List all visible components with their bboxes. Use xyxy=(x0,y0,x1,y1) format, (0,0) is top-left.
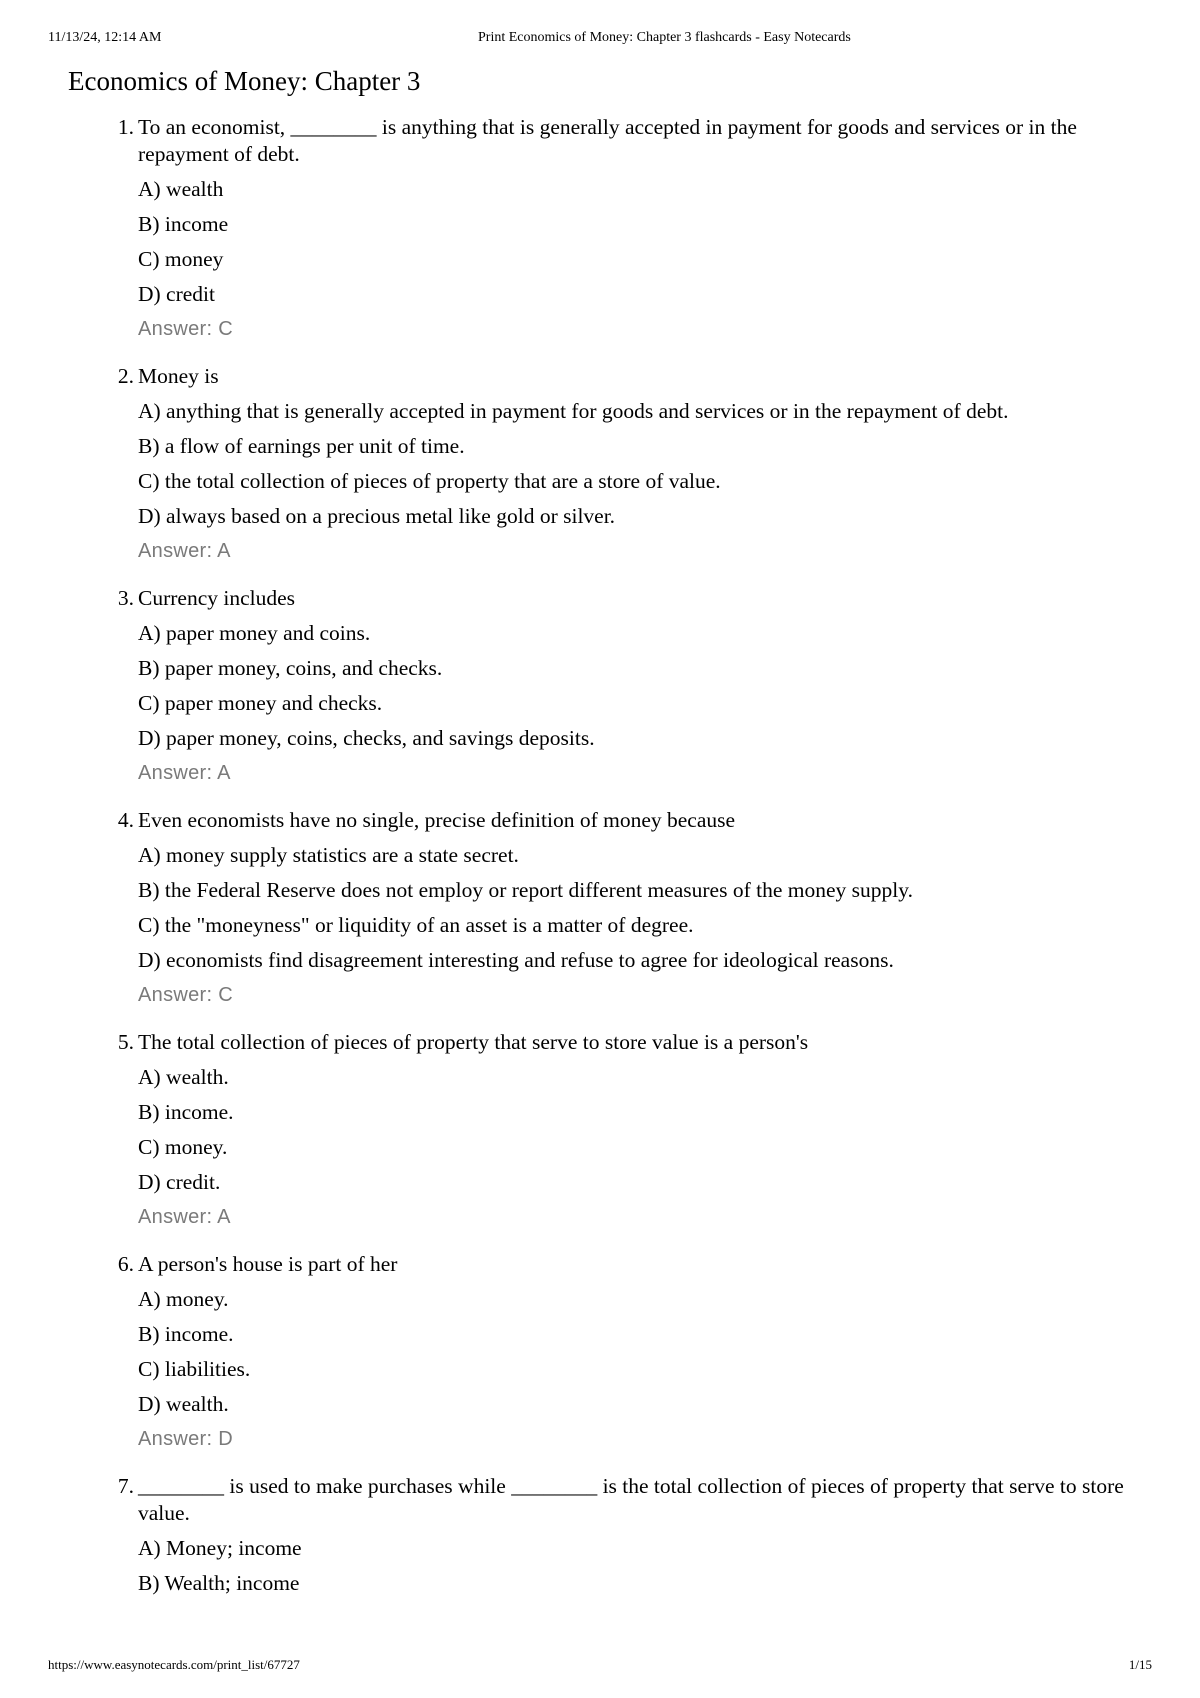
question-text: Money is xyxy=(138,364,219,388)
question-number: 5. xyxy=(117,1030,134,1054)
answer-option: B) the Federal Reserve does not employ or report different measures of the money supply. xyxy=(138,878,913,902)
answer-option: D) paper money, coins, checks, and savings deposits. xyxy=(138,726,595,750)
question-text: ________ is used to make purchases while ________ is the total collection of pieces of property that serve to store value. xyxy=(138,1474,1124,1525)
question-item xyxy=(68,114,1128,343)
correct-answer: Answer: C xyxy=(138,318,233,340)
question-number: 4. xyxy=(117,808,134,832)
correct-answer: Answer: A xyxy=(138,762,231,784)
answer-option: D) economists find disagreement interesting and refuse to agree for ideological reasons. xyxy=(138,948,894,972)
question-item xyxy=(68,1251,1128,1453)
answer-option: B) a flow of earnings per unit of time. xyxy=(138,434,465,458)
answer-option: D) credit xyxy=(138,282,216,306)
answer-option: B) paper money, coins, and checks. xyxy=(138,656,443,680)
answer-option: C) liabilities. xyxy=(138,1357,251,1381)
page-number: 1/15 xyxy=(1128,1657,1152,1672)
print-header xyxy=(48,30,1152,50)
correct-answer: Answer: A xyxy=(138,540,231,562)
answer-option: A) anything that is generally accepted in payment for goods and services or in the repayment of debt. xyxy=(138,399,1009,423)
print-footer xyxy=(48,1657,1152,1675)
answer-option: B) income. xyxy=(138,1322,234,1346)
correct-answer: Answer: A xyxy=(138,1206,231,1228)
question-text: Currency includes xyxy=(138,586,296,610)
question-text: A person's house is part of her xyxy=(138,1252,398,1276)
answer-option: C) money. xyxy=(138,1135,228,1159)
question-item xyxy=(68,585,1128,787)
correct-answer: Answer: C xyxy=(138,984,233,1006)
answer-option: A) money supply statistics are a state secret. xyxy=(138,843,519,867)
answer-option: A) wealth xyxy=(138,177,224,201)
question-text: The total collection of pieces of property that serve to store value is a person's xyxy=(138,1030,809,1054)
answer-option: B) Wealth; income xyxy=(138,1571,300,1595)
question-text: To an economist, ________ is anything that is generally accepted in payment for goods and services or in the repayment of debt. xyxy=(138,115,1077,166)
answer-option: B) income xyxy=(138,212,229,236)
question-text: Even economists have no single, precise definition of money because xyxy=(138,808,736,832)
answer-option: C) paper money and checks. xyxy=(138,691,383,715)
answer-option: A) Money; income xyxy=(138,1536,302,1560)
question-item xyxy=(68,1029,1128,1231)
answer-option: D) credit. xyxy=(138,1170,221,1194)
print-url: https://www.easynotecards.com/print_list/67727 xyxy=(48,1657,300,1672)
question-item xyxy=(68,807,1128,1009)
question-number: 3. xyxy=(117,586,134,610)
print-date: 11/13/24, 12:14 AM xyxy=(48,30,162,45)
answer-option: A) wealth. xyxy=(138,1065,229,1089)
answer-option: C) money xyxy=(138,247,224,271)
answer-option: D) wealth. xyxy=(138,1392,229,1416)
question-number: 1. xyxy=(117,115,134,139)
answer-option: A) money. xyxy=(138,1287,229,1311)
answer-option: B) income. xyxy=(138,1100,234,1124)
page-title: Economics of Money: Chapter 3 xyxy=(68,66,421,96)
answer-option: D) always based on a precious metal like gold or silver. xyxy=(138,504,616,528)
correct-answer: Answer: D xyxy=(138,1428,233,1450)
question-list xyxy=(68,114,1128,1617)
question-item xyxy=(68,1473,1128,1597)
question-number: 6. xyxy=(117,1252,134,1276)
print-doc-title: Print Economics of Money: Chapter 3 flashcards - Easy Notecards xyxy=(478,30,851,45)
answer-option: C) the total collection of pieces of property that are a store of value. xyxy=(138,469,721,493)
question-number: 7. xyxy=(117,1474,134,1498)
answer-option: A) paper money and coins. xyxy=(138,621,371,645)
question-item xyxy=(68,363,1128,565)
answer-option: C) the "moneyness" or liquidity of an asset is a matter of degree. xyxy=(138,913,694,937)
question-number: 2. xyxy=(117,364,134,388)
